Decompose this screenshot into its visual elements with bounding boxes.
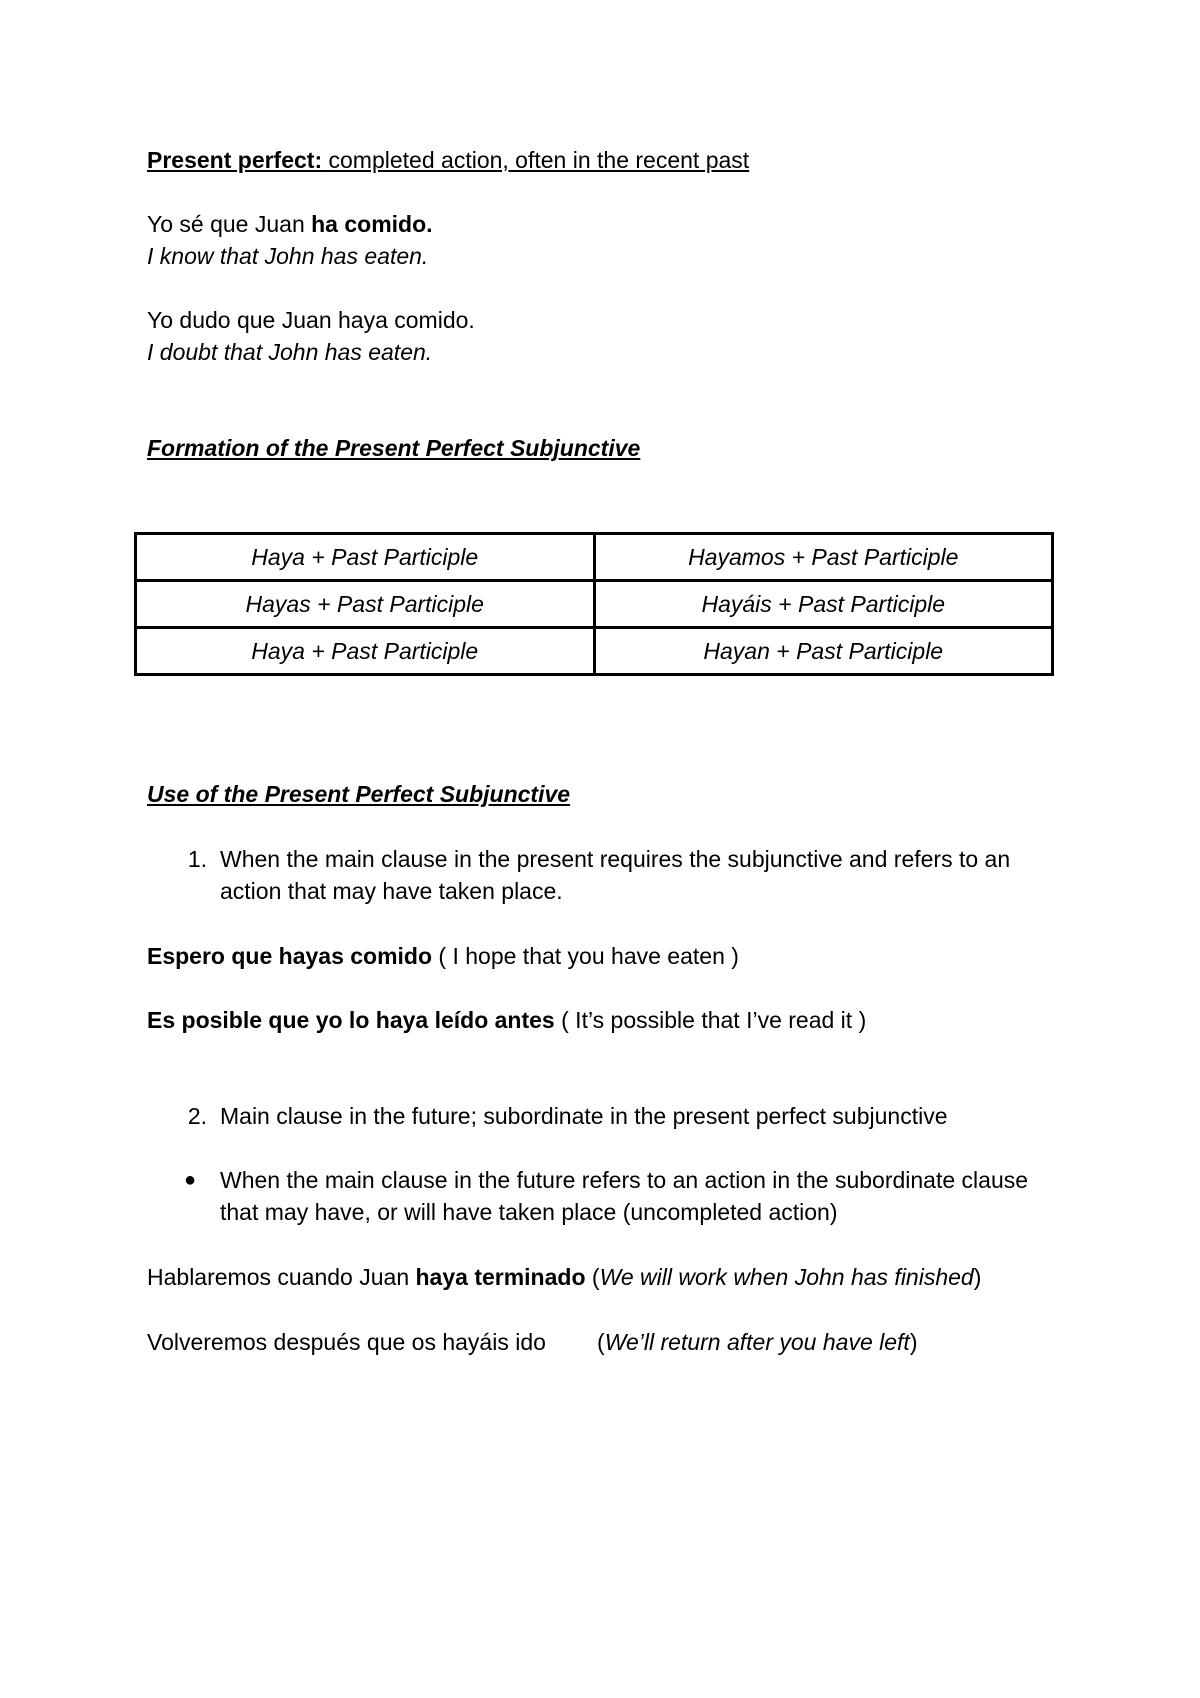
use-example-3-translation: We will work when John has finished [599, 1264, 974, 1290]
list-number-1: 1. [187, 846, 207, 872]
example-indicative-verb: ha comido. [311, 211, 433, 237]
table-cell: Hayan + Past Participle [594, 628, 1053, 675]
use-example-3-open-paren: ( [585, 1264, 600, 1290]
list-number-2: 2. [187, 1103, 207, 1129]
use-example-2-translation: ( It’s possible that I’ve read it ) [554, 1007, 867, 1033]
example-indicative-translation: I know that John has eaten. [147, 243, 429, 269]
use-example-3-close-paren: ) [973, 1264, 982, 1290]
example-subjunctive: Yo dudo que Juan haya comido. [147, 307, 475, 333]
table-cell: Hayamos + Past Participle [594, 534, 1053, 581]
table-cell: Hayas + Past Participle [136, 581, 595, 628]
use-example-4-translation: We’ll return after you have left [604, 1329, 910, 1355]
list-item-1: When the main clause in the present requires the subjunctive and refers to an action that may have taken place. [220, 846, 1011, 904]
example-indicative-prefix: Yo sé que Juan [147, 211, 312, 237]
use-example-2 [147, 1005, 866, 1035]
present-perfect-label: Present perfect: [147, 147, 323, 173]
use-example-4 [147, 1327, 917, 1357]
table-cell: Hayáis + Past Participle [594, 581, 1053, 628]
table-cell: Haya + Past Participle [136, 534, 595, 581]
list-item-2: Main clause in the future; subordinate in the present perfect subjunctive [220, 1103, 948, 1129]
use-example-3-prefix: Hablaremos cuando Juan [147, 1264, 416, 1290]
bullet-item: When the main clause in the future refers to an action in the subordinate clause that may have, or will have taken place (uncompleted action) [220, 1167, 1029, 1225]
table-cell: Haya + Past Participle [136, 628, 595, 675]
table-row [136, 534, 1053, 581]
use-example-2-spanish: Es posible que yo lo haya leído antes [147, 1007, 555, 1033]
conjugation-table [134, 532, 1054, 676]
example-subjunctive-translation: I doubt that John has eaten. [147, 339, 433, 365]
use-example-3-verb: haya terminado [415, 1264, 586, 1290]
use-example-4-close-paren: ) [909, 1329, 918, 1355]
use-example-4-prefix: Volveremos después que os hayáis ido ( [147, 1329, 605, 1355]
example-indicative [147, 209, 433, 239]
formation-heading: Formation of the Present Perfect Subjunctive [147, 435, 641, 461]
use-heading: Use of the Present Perfect Subjunctive [147, 781, 571, 807]
use-example-1 [147, 941, 739, 971]
use-example-1-spanish: Espero que hayas comido [147, 943, 433, 969]
present-perfect-definition [147, 145, 749, 175]
table-row [136, 581, 1053, 628]
bullet-icon: ● [184, 1169, 197, 1191]
definition-text: completed action, often in the recent past [322, 147, 750, 173]
use-example-1-translation: ( I hope that you have eaten ) [432, 943, 739, 969]
table-row [136, 628, 1053, 675]
use-example-3 [147, 1262, 981, 1292]
